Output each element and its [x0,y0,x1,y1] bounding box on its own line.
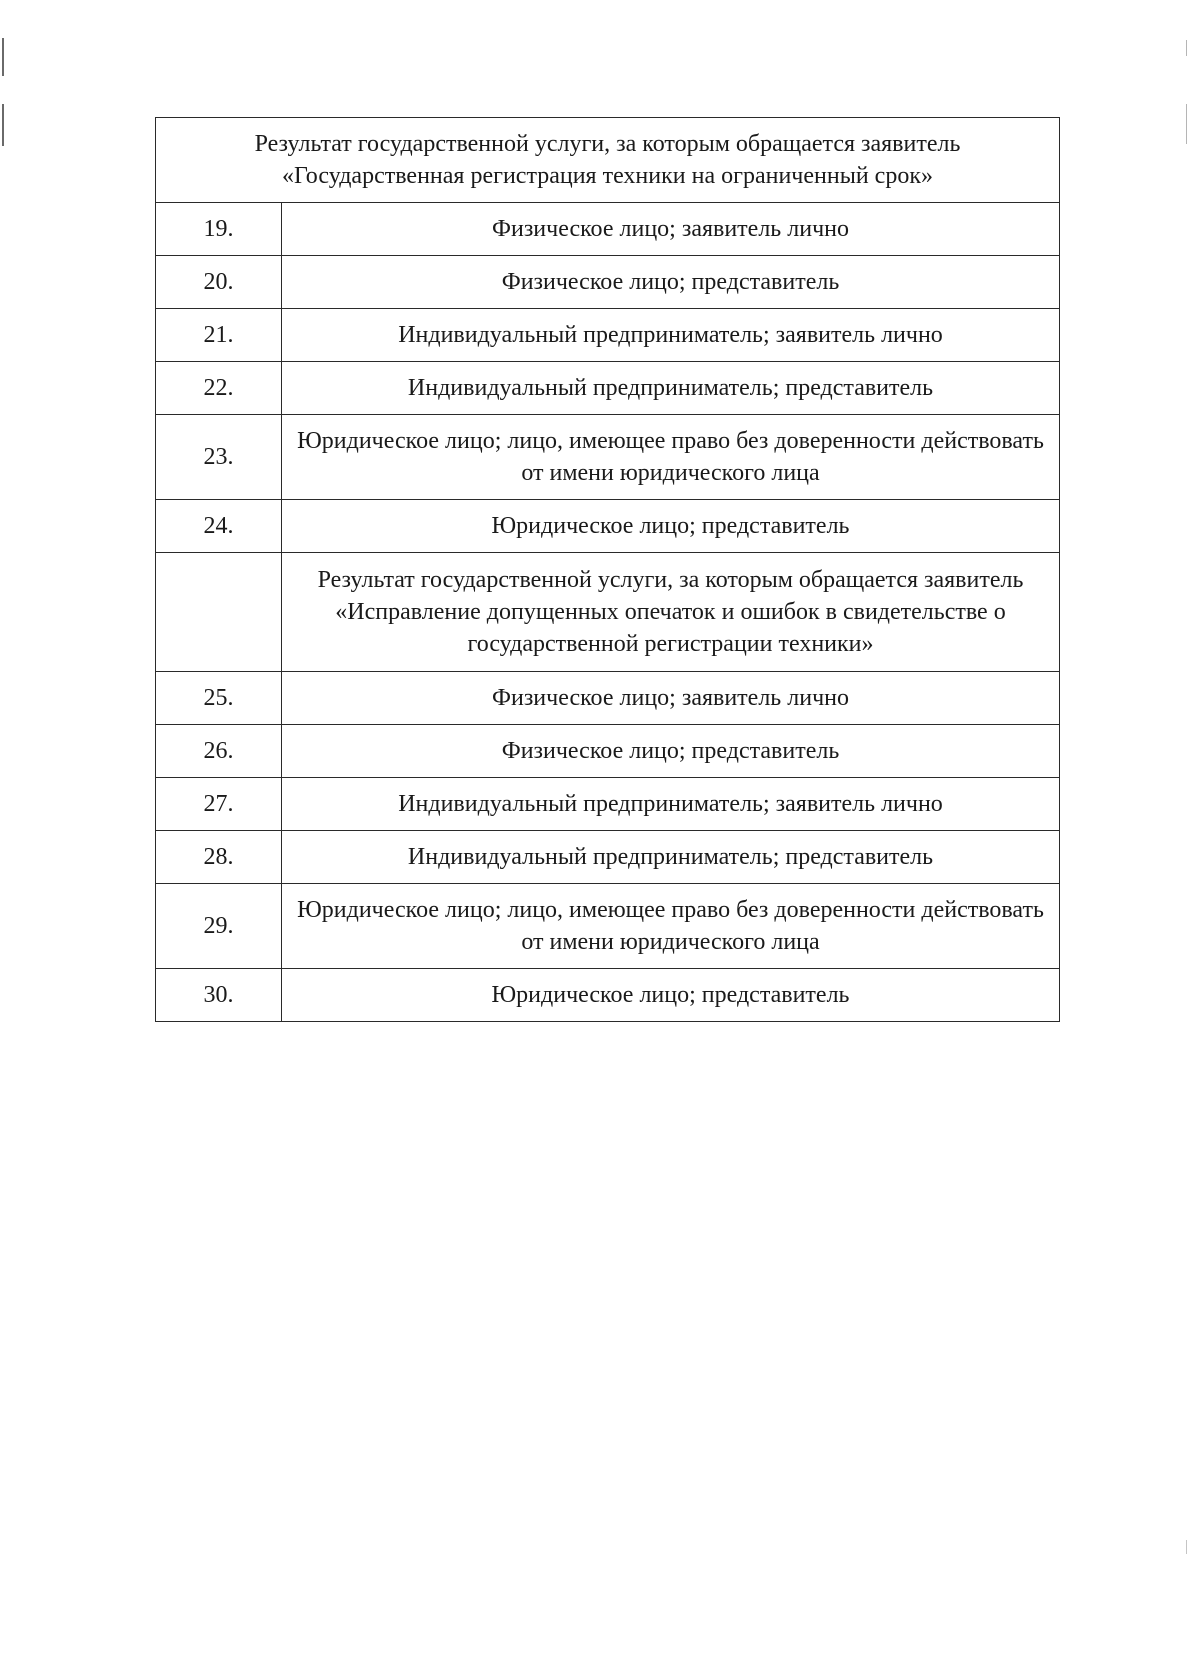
row-number: 28. [156,831,282,884]
table-header-cell: Результат государственной услуги, за которым обращается заявитель «Государственная регистрация техники на ограниченный срок» [156,118,1060,203]
row-text: Юридическое лицо; представитель [282,500,1060,553]
row-text: Физическое лицо; заявитель лично [282,672,1060,725]
table-row [156,500,1060,553]
row-number: 30. [156,969,282,1022]
row-number: 22. [156,362,282,415]
table-row [156,831,1060,884]
table-row [156,672,1060,725]
row-number: 25. [156,672,282,725]
section-heading: Результат государственной услуги, за которым обращается заявитель «Исправление допущенных опечаток и ошибок в свидетельстве о государственной регистрации техники» [282,553,1060,672]
table-row [156,256,1060,309]
row-number: 19. [156,203,282,256]
document-table [155,117,1060,1022]
row-number: 20. [156,256,282,309]
row-text: Юридическое лицо; лицо, имеющее право без доверенности действовать от имени юридического лица [282,415,1060,500]
scan-edge-mark [1186,1540,1187,1554]
row-text: Юридическое лицо; представитель [282,969,1060,1022]
row-text: Индивидуальный предприниматель; представитель [282,831,1060,884]
table-header-row [156,118,1060,203]
row-text: Индивидуальный предприниматель; заявитель лично [282,309,1060,362]
row-number: 23. [156,415,282,500]
row-text: Физическое лицо; заявитель лично [282,203,1060,256]
table-section-row [156,553,1060,672]
table-row [156,969,1060,1022]
table-row [156,203,1060,256]
row-text: Физическое лицо; представитель [282,256,1060,309]
scan-edge-mark [2,38,4,76]
row-text: Юридическое лицо; лицо, имеющее право без доверенности действовать от имени юридического лица [282,884,1060,969]
row-text: Индивидуальный предприниматель; заявитель лично [282,778,1060,831]
table-row [156,884,1060,969]
scan-edge-mark [2,104,4,146]
scan-edge-mark [1186,40,1187,56]
table-row [156,309,1060,362]
table-row [156,725,1060,778]
row-number: 26. [156,725,282,778]
row-number: 24. [156,500,282,553]
table-row [156,362,1060,415]
row-number: 21. [156,309,282,362]
row-number [156,553,282,672]
table-row [156,415,1060,500]
table-row [156,778,1060,831]
row-text: Индивидуальный предприниматель; представитель [282,362,1060,415]
row-text: Физическое лицо; представитель [282,725,1060,778]
scan-edge-mark [1186,104,1187,144]
row-number: 27. [156,778,282,831]
row-number: 29. [156,884,282,969]
